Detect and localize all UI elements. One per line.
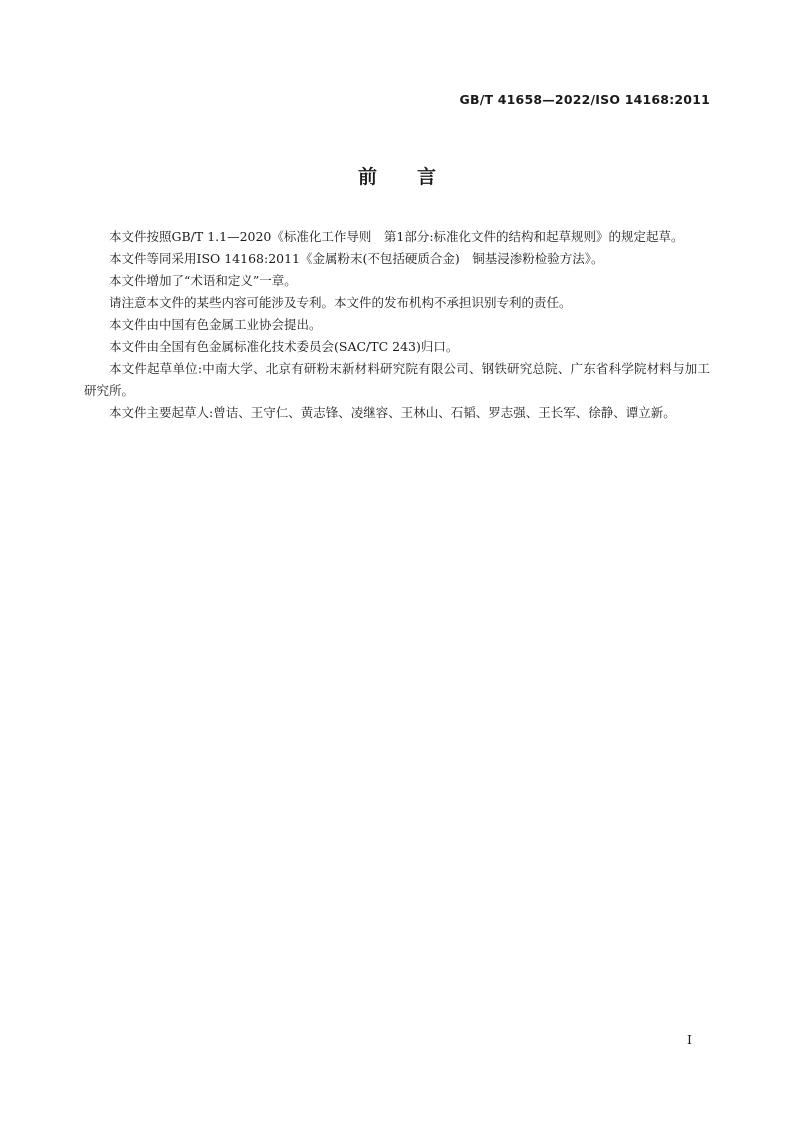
paragraph-iso-adoption: 本文件等同采用ISO 14168:2011《金属粉末(不包括硬质合金) 铜基浸渗粉检验方法》。 — [109, 251, 604, 266]
document-body — [84, 226, 710, 424]
paragraph-proposed-by: 本文件由中国有色金属工业协会提出。 — [109, 317, 322, 332]
paragraph-drafters: 本文件主要起草人:曾诘、王守仁、黄志锋、凌继容、王林山、石韬、罗志强、王长军、徐静、谭立新。 — [109, 405, 676, 420]
page-number: I — [687, 1032, 692, 1047]
page-title: 前言 — [357, 166, 476, 188]
paragraph-patent-notice: 请注意本文件的某些内容可能涉及专利。本文件的发布机构不承担识别专利的责任。 — [109, 295, 572, 310]
standard-number-header: GB/T 41658—2022/ISO 14168:2011 — [459, 92, 710, 107]
paragraph-terms-chapter: 本文件增加了“术语和定义”一章。 — [109, 273, 297, 288]
paragraph-drafting-units: 本文件起草单位:中南大学、北京有研粉末新材料研究院有限公司、钢铁研究总院、广东省科学院材料与加工研究所。 — [84, 361, 710, 398]
paragraph-technical-committee: 本文件由全国有色金属标准化技术委员会(SAC/TC 243)归口。 — [109, 339, 459, 354]
paragraph-drafting-rules: 本文件按照GB/T 1.1—2020《标准化工作导则 第1部分:标准化文件的结构和起草规则》的规定起草。 — [109, 229, 684, 244]
